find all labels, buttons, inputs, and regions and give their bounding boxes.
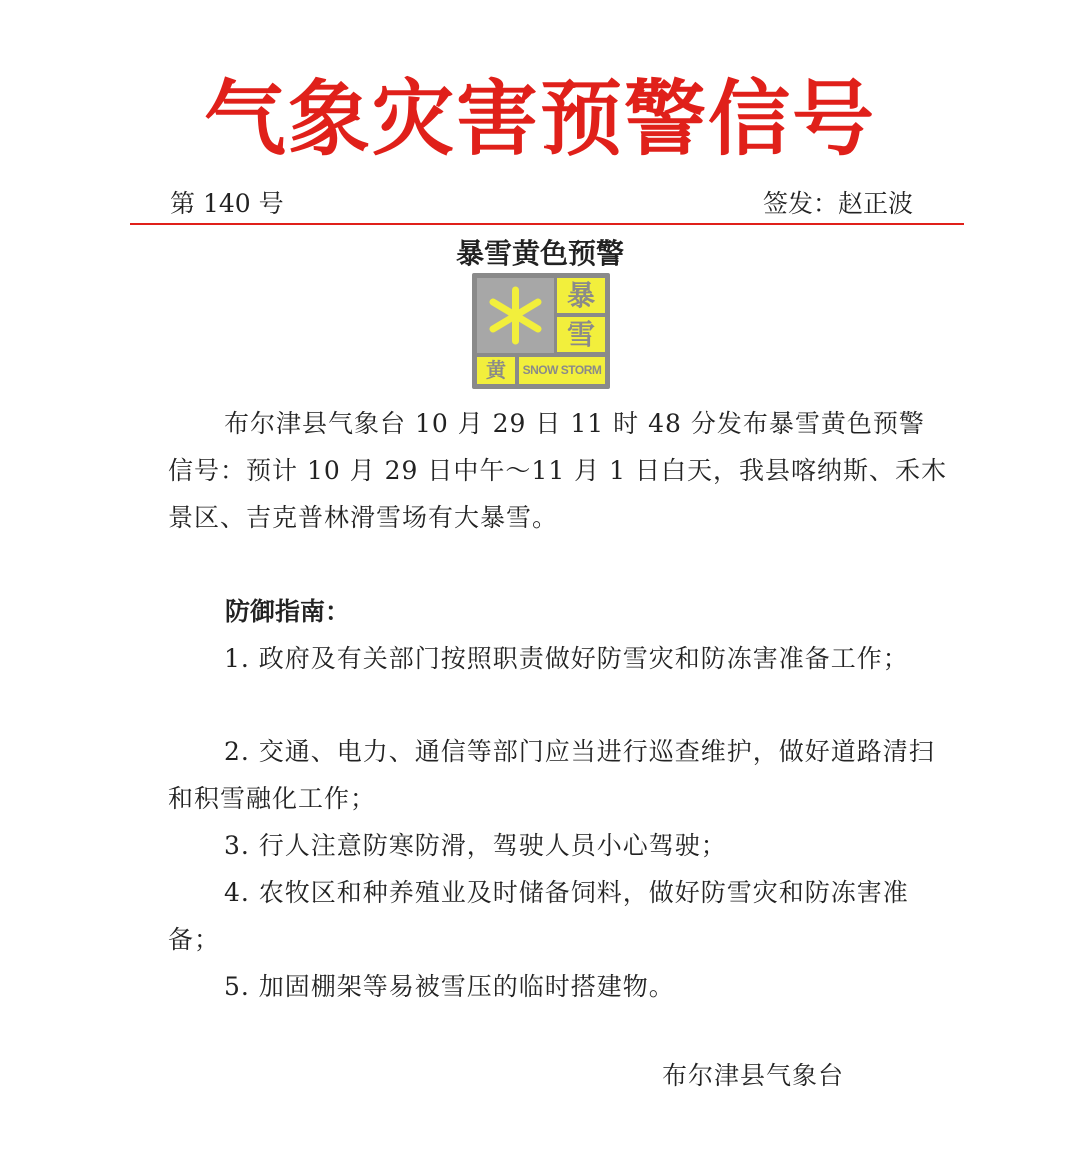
header-divider xyxy=(130,223,964,225)
guide-item: 5. 加固棚架等易被雪压的临时搭建物。 xyxy=(224,972,675,1001)
sign-char-bottom: 雪 xyxy=(557,317,605,352)
guide-heading: 防御指南： xyxy=(225,597,351,626)
document-number: 第 140 号 xyxy=(170,189,284,218)
sign-english-label: SNOW STORM xyxy=(519,357,605,384)
signature: 布尔津县气象台 xyxy=(662,1061,845,1090)
warning-sign xyxy=(472,273,610,389)
sign-icon-panel xyxy=(477,278,554,353)
guide-item: 4. 农牧区和种养殖业及时储备饲料，做好防雪灾和防冻害准备； xyxy=(168,878,909,954)
sign-char-top: 暴 xyxy=(557,278,605,313)
sign-level-label: 黄 xyxy=(477,357,515,384)
warning-title: 暴雪黄色预警 xyxy=(455,237,624,270)
page-title: 气象灾害预警信号 xyxy=(203,72,876,167)
guide-item: 3. 行人注意防寒防滑，驾驶人员小心驾驶； xyxy=(224,831,727,860)
intro-paragraph: 布尔津县气象台 10 月 29 日 11 时 48 分发布暴雪黄色预警信号：预计 10 月 29 日中午～11 月 1 日白天，我县喀纳斯、禾木景区、吉克普林滑雪场有大暴雪。 xyxy=(168,409,947,532)
snowflake-icon xyxy=(477,278,554,353)
issuer-line: 签发：赵正波 xyxy=(762,189,913,218)
guide-item: 2. 交通、电力、通信等部门应当进行巡查维护，做好道路清扫和积雪融化工作； xyxy=(168,737,935,813)
guide-item: 1. 政府及有关部门按照职责做好防雪灾和防冻害准备工作； xyxy=(224,644,909,673)
